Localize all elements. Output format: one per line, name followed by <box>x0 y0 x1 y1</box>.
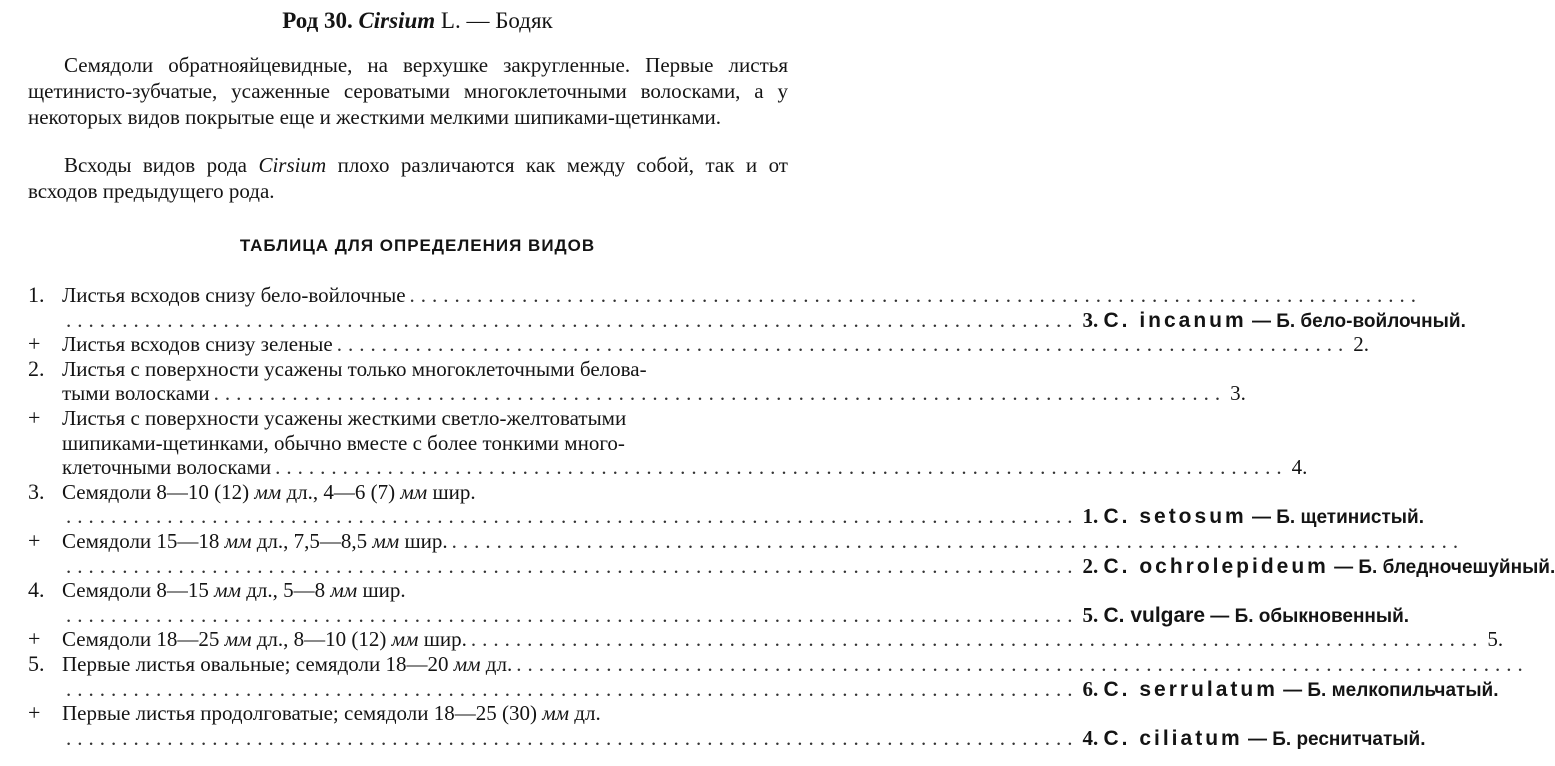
species-result <box>1083 677 1499 704</box>
leader-dots: .......................................................................................... <box>213 381 1227 406</box>
text-part: дл., 7,5—8,5 <box>251 528 373 553</box>
leader-dots: .......................................................................................... <box>516 651 1529 676</box>
genus-author-and-russian-name: L. — Бодяк <box>440 8 553 33</box>
species-latin: C. ochrolepideum <box>1103 554 1329 578</box>
key-row <box>28 406 788 431</box>
couplet-text <box>62 652 512 677</box>
text-part: шир. <box>357 578 406 603</box>
couplet-text <box>62 627 467 652</box>
species-latin: C. incanum <box>1103 308 1247 332</box>
couplet-text: клеточными волосками <box>62 455 272 480</box>
leader-dots: .......................................................................................... <box>66 553 1079 578</box>
intro-p2-text-b: плохо различаются как между собой, так и от всходов предыдущего рода. <box>28 153 788 203</box>
couplet-number: 2. <box>28 355 45 381</box>
couplet-number: 1. <box>28 282 45 307</box>
species-latin: C. vulgare <box>1103 603 1206 627</box>
key-row <box>28 431 788 456</box>
species-number: 5. <box>1082 602 1099 627</box>
couplet-text: тыми волосками <box>62 381 210 406</box>
couplet-reference: 3. <box>1230 381 1246 406</box>
key-row <box>28 626 1504 652</box>
key-row <box>28 331 1369 357</box>
key-result-row <box>28 504 1424 529</box>
species-russian: — Б. обыкновенный. <box>1210 605 1410 627</box>
key-row <box>28 357 788 382</box>
genus-number: Род 30. <box>282 8 353 33</box>
leader-dots: .......................................................................................... <box>470 627 1484 652</box>
text-part: дл., 4—6 (7) <box>281 479 401 504</box>
unit: мм <box>224 528 252 553</box>
intro-p2-genus: Cirsium <box>258 153 327 177</box>
species-result <box>1083 554 1555 581</box>
unit: мм <box>542 701 570 726</box>
unit: мм <box>453 651 481 676</box>
species-result <box>1083 603 1410 630</box>
text-part: Семядоли 8—10 (12) <box>62 479 255 504</box>
species-result <box>1083 726 1426 753</box>
couplet-number: 3. <box>28 478 45 504</box>
species-latin: C. ciliatum <box>1103 726 1243 750</box>
species-russian: — Б. реснитчатый. <box>1247 728 1426 750</box>
key-result-row <box>28 725 1426 751</box>
species-number: 3. <box>1082 307 1099 332</box>
leader-dots: .......................................................................................... <box>66 725 1079 750</box>
alternative-mark: + <box>28 626 41 652</box>
text-part: Первые листья овальные; семядоли 18—20 <box>62 651 454 676</box>
key-row <box>28 455 1308 480</box>
unit: мм <box>214 578 241 603</box>
couplet-text: Листья с поверхности усажены жесткими светло-желтоватыми <box>62 405 627 430</box>
species-number: 2. <box>1082 553 1099 578</box>
key-row <box>28 578 788 603</box>
text-part: Семядоли 8—15 <box>62 578 215 603</box>
text-part: дл., 8—10 (12) <box>251 627 392 652</box>
species-latin: C. setosum <box>1103 505 1247 529</box>
couplet-text: шипиками-щетинками, обычно вместе с более тонкими много- <box>62 430 625 455</box>
species-result <box>1083 308 1466 335</box>
text-part: дл., 5—8 <box>240 578 331 603</box>
key-row <box>28 527 1465 554</box>
key-row <box>28 282 1423 308</box>
species-russian: — Б. щетинистый. <box>1251 507 1424 529</box>
couplet-text <box>62 529 448 554</box>
intro-paragraph-1: Семядоли обратнояйцевидные, на верхушке закругленные. Первые листья щетинисто-зубчатые, усаженные сероватыми многоклеточными волосками, а у некоторых видов покрытые еще и жесткими мелкими шипиками-щетинками. <box>28 53 788 129</box>
unit: мм <box>391 627 419 652</box>
unit: мм <box>224 627 252 652</box>
couplet-text <box>62 701 601 726</box>
species-russian: — Б. мелкопильчатый. <box>1283 679 1499 701</box>
alternative-mark: + <box>28 527 41 553</box>
identification-key <box>28 282 1555 750</box>
text-part: Семядоли 15—18 <box>62 528 225 553</box>
unit: мм <box>254 479 282 504</box>
text-part: дл. <box>569 701 601 726</box>
species-latin: C. serrulatum <box>1103 677 1278 701</box>
couplet-text: Листья с поверхности усажены только многоклеточными белова- <box>62 356 647 381</box>
key-row <box>28 381 1246 406</box>
key-result-row <box>28 676 1499 702</box>
text-part: Первые листья продолговатые; семядоли 18—25 (30) <box>62 701 543 726</box>
key-row <box>28 650 1529 677</box>
couplet-number: 5. <box>28 650 45 676</box>
couplet-text: Листья всходов снизу бело-войлочные <box>62 283 406 307</box>
intro-paragraph-2 <box>28 152 788 204</box>
alternative-mark: + <box>28 404 41 430</box>
key-result-row <box>28 602 1410 628</box>
leader-dots: .......................................................................................... <box>275 455 1288 480</box>
species-russian: — Б. бело-войлочный. <box>1251 310 1466 332</box>
unit: мм <box>372 528 400 553</box>
unit: мм <box>400 479 428 504</box>
genus-latin-name: Cirsium <box>358 8 436 33</box>
species-number: 1. <box>1082 504 1099 529</box>
leader-dots: .......................................................................................... <box>66 307 1079 332</box>
key-row <box>28 701 788 726</box>
key-table-title: ТАБЛИЦА ДЛЯ ОПРЕДЕЛЕНИЯ ВИДОВ <box>239 236 596 255</box>
key-result-row <box>28 307 1466 333</box>
leader-dots: .......................................................................................... <box>66 504 1079 529</box>
couplet-text <box>62 578 406 603</box>
unit: мм <box>330 578 358 603</box>
leader-dots: .......................................................................................... <box>336 332 1350 357</box>
key-result-row <box>28 553 1555 579</box>
leader-dots: .......................................................................................... <box>66 602 1079 627</box>
species-result <box>1083 504 1425 531</box>
couplet-reference: 5. <box>1487 627 1504 652</box>
couplet-reference: 2. <box>1353 332 1369 357</box>
species-russian: — Б. бледночешуйный. <box>1334 556 1555 578</box>
couplet-text: Листья всходов снизу зеленые <box>62 332 333 357</box>
leader-dots: .......................................................................................... <box>409 283 1423 307</box>
species-number: 6. <box>1082 676 1099 701</box>
text-part: Семядоли 18—25 <box>62 627 225 652</box>
species-number: 4. <box>1082 725 1099 750</box>
couplet-number: 4. <box>28 577 45 603</box>
alternative-mark: + <box>28 700 41 726</box>
text-part: шир. <box>427 479 476 504</box>
leader-dots: .......................................................................................... <box>66 676 1079 701</box>
key-row <box>28 480 788 505</box>
intro-p2-text-a: Всходы видов рода <box>64 153 259 177</box>
text-part: дл. <box>480 651 513 676</box>
leader-dots: .......................................................................................... <box>451 528 1465 553</box>
alternative-mark: + <box>28 331 41 357</box>
text-part: шир. <box>399 528 448 553</box>
text-part: шир. <box>418 627 467 652</box>
couplet-text <box>62 480 476 505</box>
genus-heading <box>0 8 835 34</box>
couplet-reference: 4. <box>1291 455 1308 480</box>
